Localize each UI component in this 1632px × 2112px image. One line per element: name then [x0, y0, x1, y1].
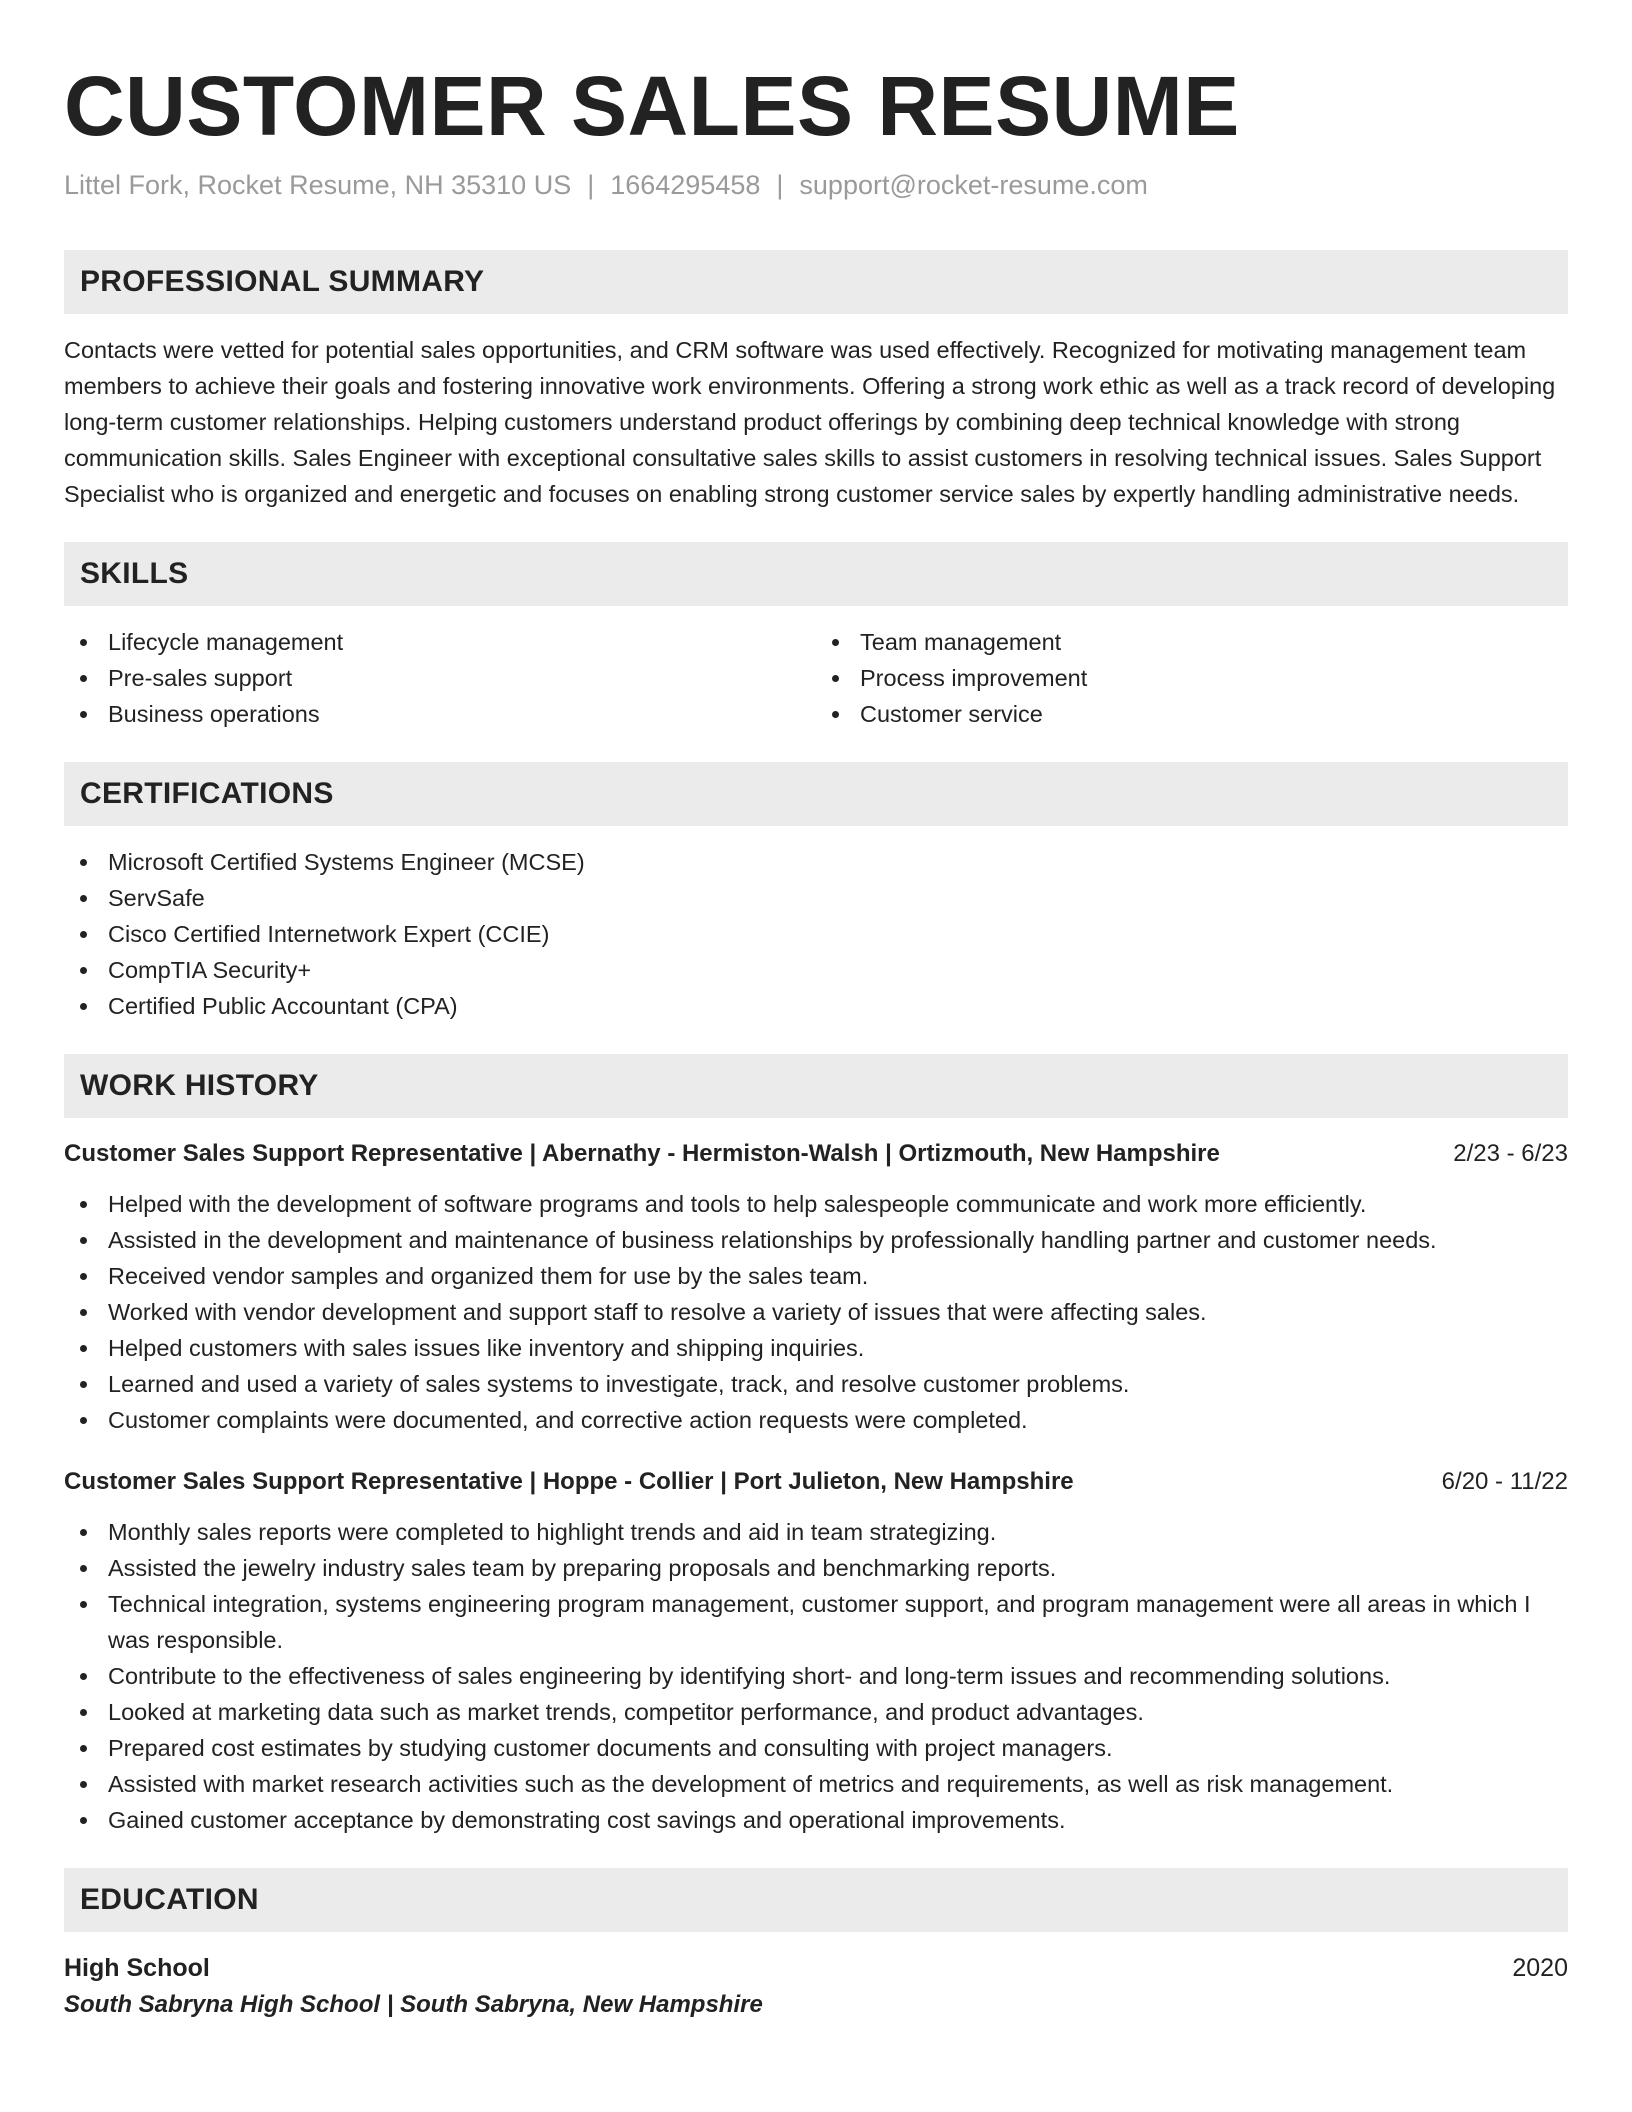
job-title: Customer Sales Support Representative | Abernathy - Hermiston-Walsh | Ortizmouth, New Hampshire: [64, 1140, 1220, 1167]
contact-address: Littel Fork, Rocket Resume, NH 35310 US: [64, 170, 572, 200]
contact-separator: |: [776, 170, 784, 200]
job-bullet: Worked with vendor development and support staff to resolve a variety of issues that were affecting sales.: [64, 1294, 1568, 1330]
job-bullet: Helped with the development of software programs and tools to help salespeople communicate and work more efficiently.: [64, 1186, 1568, 1222]
skill-item: Lifecycle management: [64, 624, 816, 660]
job-bullet: Assisted the jewelry industry sales team by preparing proposals and benchmarking reports.: [64, 1550, 1568, 1586]
certification-item: Microsoft Certified Systems Engineer (MCSE): [64, 844, 1568, 880]
job-bullet: Contribute to the effectiveness of sales engineering by identifying short- and long-term issues and recommending solutions.: [64, 1658, 1568, 1694]
skill-item: Team management: [816, 624, 1568, 660]
section-header-certifications: CERTIFICATIONS: [64, 762, 1568, 826]
section-header-work-history: WORK HISTORY: [64, 1054, 1568, 1118]
resume-title: CUSTOMER SALES RESUME: [64, 59, 1240, 153]
job-bullet: Monthly sales reports were completed to highlight trends and aid in team strategizing.: [64, 1514, 1568, 1550]
job-dates: 2/23 - 6/23: [1453, 1140, 1568, 1167]
contact-phone: 1664295458: [610, 170, 761, 200]
job-entry: [64, 1464, 1568, 1838]
job-header: [64, 1136, 1568, 1172]
job-header: [64, 1464, 1568, 1500]
section-header-summary: PROFESSIONAL SUMMARY: [64, 250, 1568, 314]
education-entry: [64, 1950, 1568, 1986]
skill-item: Process improvement: [816, 660, 1568, 696]
job-title: Customer Sales Support Representative | Hoppe - Collier | Port Julieton, New Hampshire: [64, 1468, 1074, 1495]
education-degree: High School: [64, 1954, 210, 1982]
certification-item: ServSafe: [64, 880, 1568, 916]
job-bullets: [64, 1186, 1568, 1438]
job-bullets: [64, 1514, 1568, 1838]
certifications-list: [64, 844, 1568, 1024]
job-bullet: Gained customer acceptance by demonstrating cost savings and operational improvements.: [64, 1802, 1568, 1838]
job-bullet: Technical integration, systems engineering program management, customer support, and program management were all areas in which I was responsible.: [64, 1586, 1568, 1658]
contact-line: [64, 168, 1568, 202]
certification-item: Certified Public Accountant (CPA): [64, 988, 1568, 1024]
job-bullet: Customer complaints were documented, and corrective action requests were completed.: [64, 1402, 1568, 1438]
skills-column-left: [64, 624, 816, 732]
job-bullet: Prepared cost estimates by studying customer documents and consulting with project managers.: [64, 1730, 1568, 1766]
skills-column-right: [816, 624, 1568, 732]
job-entry: [64, 1136, 1568, 1438]
skill-item: Customer service: [816, 696, 1568, 732]
job-bullet: Learned and used a variety of sales systems to investigate, track, and resolve customer problems.: [64, 1366, 1568, 1402]
job-bullet: Assisted in the development and maintenance of business relationships by professionally handling partner and customer needs.: [64, 1222, 1568, 1258]
skills-list: [64, 624, 1568, 732]
section-header-education: EDUCATION: [64, 1868, 1568, 1932]
education-year: 2020: [1512, 1954, 1568, 1982]
section-header-skills: SKILLS: [64, 542, 1568, 606]
job-dates: 6/20 - 11/22: [1441, 1468, 1568, 1495]
contact-email: support@rocket-resume.com: [799, 170, 1148, 200]
skill-item: Pre-sales support: [64, 660, 816, 696]
job-bullet: Looked at marketing data such as market trends, competitor performance, and product advantages.: [64, 1694, 1568, 1730]
job-bullet: Assisted with market research activities such as the development of metrics and requirements, as well as risk management.: [64, 1766, 1568, 1802]
contact-separator: |: [587, 170, 595, 200]
certification-item: Cisco Certified Internetwork Expert (CCIE): [64, 916, 1568, 952]
summary-text: Contacts were vetted for potential sales opportunities, and CRM software was used effectively. Recognized for motivating management team members to achieve their goals and fostering innovative work environments. Offering a strong work ethic as well as a track record of developing long-term customer relationships. Helping customers understand product offerings by combining deep technical knowledge with strong communication skills. Sales Engineer with exceptional consultative sales skills to assist customers in resolving technical issues. Sales Support Specialist who is organized and energetic and focuses on enabling strong customer service sales by expertly handling administrative needs.: [64, 337, 1556, 507]
skill-item: Business operations: [64, 696, 816, 732]
education-school: South Sabryna High School | South Sabryna, New Hampshire: [64, 1991, 763, 2018]
job-bullet: Received vendor samples and organized them for use by the sales team.: [64, 1258, 1568, 1294]
job-bullet: Helped customers with sales issues like inventory and shipping inquiries.: [64, 1330, 1568, 1366]
certification-item: CompTIA Security+: [64, 952, 1568, 988]
